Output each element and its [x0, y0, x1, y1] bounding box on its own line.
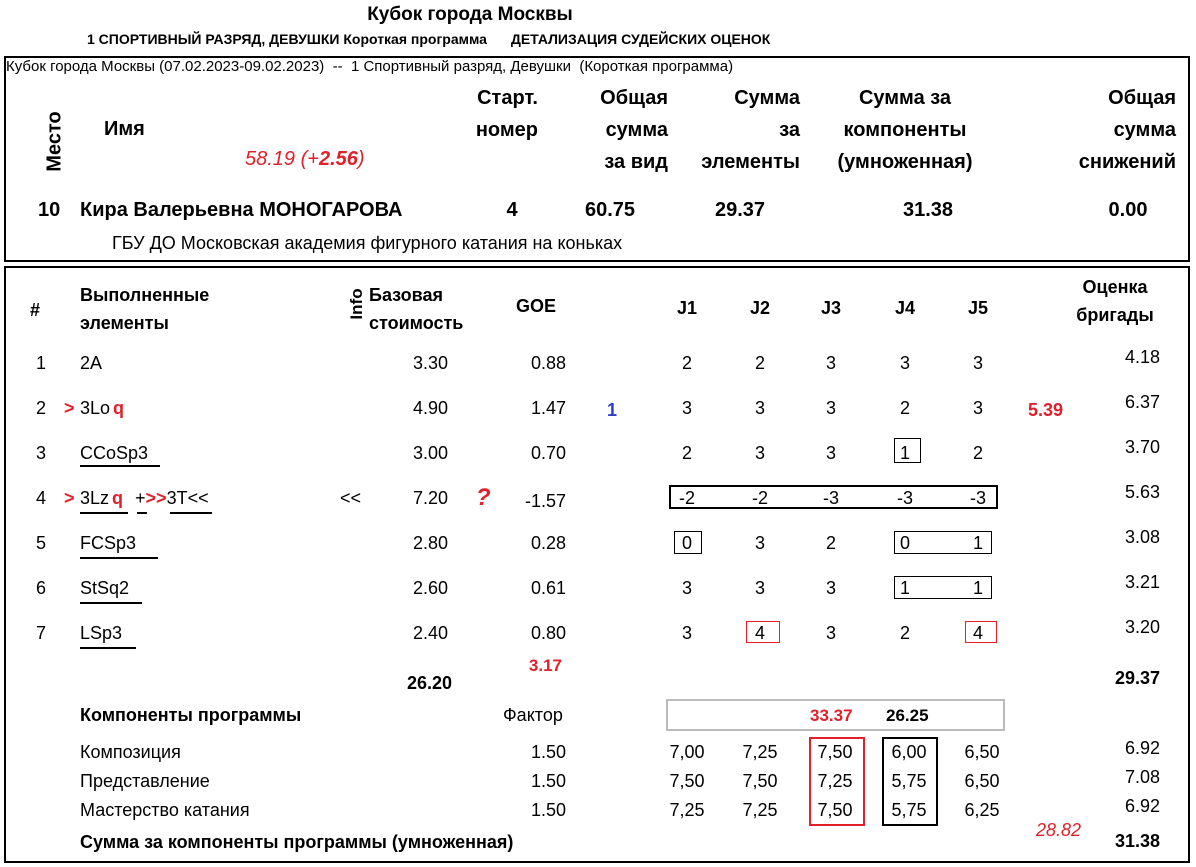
element-base: 2.60 — [412, 578, 448, 598]
element-goe: 0.80 — [530, 623, 566, 643]
element-judge-mark: 4 — [972, 623, 983, 643]
judge-box-row7-j5 — [965, 621, 997, 643]
element-judge-mark: -2 — [678, 488, 695, 508]
skater-elements: 29.37 — [714, 199, 766, 221]
combo-marks: >> — [145, 488, 167, 508]
element-judge-mark: 3 — [825, 578, 836, 598]
component-judge-mark: 6,00 — [891, 742, 927, 762]
element-goe: 0.28 — [530, 533, 566, 553]
element-goe: 0.70 — [530, 443, 566, 463]
components-total-label: Сумма за компоненты программы (умноженная) — [80, 832, 514, 852]
element-base: 7.20 — [412, 488, 448, 508]
component-judge-mark: 5,75 — [891, 771, 927, 791]
component-factor: 1.50 — [530, 771, 566, 791]
header-deductions-line2: сумма — [1113, 119, 1176, 141]
element-judge-mark: 3 — [681, 623, 692, 643]
judge-box-row5-j1 — [674, 531, 702, 554]
header-name: Имя — [104, 118, 145, 140]
subtitle-program: Короткая программа — [343, 31, 487, 47]
components-red-sum: 33.37 — [810, 706, 853, 725]
page-subtitle — [87, 31, 770, 47]
skater-club: ГБУ ДО Московская академия фигурного катания на коньках — [112, 233, 623, 253]
component-judge-mark: 7,50 — [742, 771, 778, 791]
annotation-total-close: ) — [357, 148, 365, 170]
skater-name: Кира Валерьевна МОНОГАРОВА — [80, 199, 403, 221]
element-judge-mark: 3 — [825, 353, 836, 373]
judge-box-row6-j4j5 — [894, 576, 992, 599]
element-panel-score: 3.70 — [1124, 437, 1160, 457]
element-judge-mark: 2 — [899, 398, 910, 418]
element-judge-mark: 3 — [825, 623, 836, 643]
element-judge-mark: 2 — [681, 443, 692, 463]
element-num: 2 — [36, 398, 47, 418]
element-code: 2A — [80, 353, 103, 373]
header-elements-sum-line1: Сумма — [734, 87, 800, 109]
header-start-no — [430, 82, 538, 146]
element-name — [64, 398, 124, 419]
component-score: 6.92 — [1124, 796, 1160, 816]
judge-box-row5-j4j5 — [894, 531, 992, 554]
element-panel-score: 5.63 — [1124, 482, 1160, 502]
judge-box-row7-j2 — [746, 621, 780, 643]
element-num: 4 — [36, 488, 47, 508]
elements-header-info: Info — [347, 288, 366, 320]
elements-header-base-line1: Базовая — [369, 285, 444, 305]
element-judge-mark: 2 — [972, 443, 983, 463]
components-box-j4 — [882, 737, 938, 826]
element-judge-mark: 2 — [754, 353, 765, 373]
component-judge-mark: 7,50 — [669, 771, 705, 791]
element-prefix: > — [64, 398, 75, 418]
elements-header-j1: J1 — [676, 298, 698, 318]
elements-header-panel-line1: Оценка — [1082, 277, 1148, 297]
subtitle-category: 1 СПОРТИВНЫЙ РАЗРЯД, ДЕВУШКИ — [87, 31, 340, 47]
event-line: Кубок города Москвы (07.02.2023-09.02.2023) -- 1 Спортивный разряд, Девушки (Короткая программа) — [6, 58, 734, 75]
header-place: Место — [43, 111, 66, 172]
underline-plus — [137, 512, 147, 514]
element-goe: 1.47 — [530, 398, 566, 418]
element-name — [64, 488, 209, 509]
underline-lsp3 — [80, 647, 136, 649]
element-judge-mark: -2 — [751, 488, 768, 508]
element-judge-mark: 3 — [825, 443, 836, 463]
element-panel-score: 3.20 — [1124, 617, 1160, 637]
element-name — [64, 623, 122, 644]
component-judge-mark: 7,25 — [742, 800, 778, 820]
element-judge-mark: 3 — [754, 443, 765, 463]
element-judge-mark: 3 — [972, 398, 983, 418]
underline-3lz — [80, 512, 128, 514]
component-name: Представление — [80, 771, 210, 791]
element-judge-mark: 3 — [754, 398, 765, 418]
element-question: ? — [476, 484, 491, 511]
element-judge-mark: 2 — [899, 623, 910, 643]
element-name — [64, 353, 102, 374]
element-judge-mark: 3 — [681, 398, 692, 418]
skater-components: 31.38 — [902, 199, 954, 221]
component-name: Мастерство катания — [80, 800, 250, 820]
underline-fcsp3 — [80, 557, 158, 559]
subtitle-detail: ДЕТАЛИЗАЦИЯ СУДЕЙСКИХ ОЦЕНОК — [510, 31, 771, 47]
elements-header-executed-line2: элементы — [80, 313, 169, 333]
header-total-line2: сумма — [605, 119, 668, 141]
element-base: 2.80 — [412, 533, 448, 553]
components-label: Компоненты программы — [80, 705, 302, 725]
element-name — [64, 533, 136, 554]
underline-3t — [170, 512, 212, 514]
component-judge-mark: 7,25 — [817, 771, 853, 791]
element-panel-score: 4.18 — [1124, 347, 1160, 367]
element-q-mark: q — [113, 398, 125, 418]
judge-box-row4-all — [669, 485, 998, 509]
component-judge-mark: 6,25 — [964, 800, 1000, 820]
underline-stsq2 — [80, 602, 142, 604]
element-judge-mark: 4 — [754, 623, 765, 643]
element-base: 2.40 — [412, 623, 448, 643]
components-total-value: 31.38 — [1114, 831, 1160, 851]
skater-start-no: 4 — [506, 199, 518, 221]
combo-second: 3T<< — [166, 488, 209, 508]
element-judge-mark: -3 — [896, 488, 913, 508]
header-elements-sum-line2: за — [779, 119, 800, 141]
component-judge-mark: 7,00 — [669, 742, 705, 762]
header-total-line3: за вид — [604, 151, 668, 173]
element-judge-mark: 0 — [681, 533, 692, 553]
component-judge-mark: 6,50 — [964, 742, 1000, 762]
element-goe: 0.88 — [530, 353, 566, 373]
element-code: FCSp3 — [80, 533, 137, 553]
elements-header-j3: J3 — [820, 298, 842, 318]
elements-header-j2: J2 — [749, 298, 771, 318]
elements-header-executed-line1: Выполненные — [80, 285, 210, 305]
element-panel-score: 3.21 — [1124, 572, 1160, 592]
elements-header-executed — [80, 281, 209, 337]
header-deductions-line3: снижений — [1078, 151, 1176, 173]
element-note-blue: 1 — [607, 400, 618, 420]
component-score: 6.92 — [1124, 738, 1160, 758]
element-code: CCoSp3 — [80, 443, 149, 463]
element-judge-mark: 3 — [754, 533, 765, 553]
skater-deductions: 0.00 — [1108, 199, 1148, 221]
annotation-total-bold: 2.56 — [318, 148, 358, 170]
element-num: 3 — [36, 443, 47, 463]
element-q-mark: q — [112, 488, 124, 508]
elements-header-panel — [1060, 273, 1170, 329]
components-box-j3 — [809, 737, 865, 826]
header-components-sum-line1: Сумма за — [858, 87, 952, 109]
component-name: Композиция — [80, 742, 181, 762]
element-code: LSp3 — [80, 623, 123, 643]
element-panel-score: 6.37 — [1124, 392, 1160, 412]
components-factor-label: Фактор — [503, 705, 563, 725]
header-components-sum-line3: (умноженная) — [837, 151, 973, 173]
element-judge-mark: 2 — [681, 353, 692, 373]
header-deductions-line1: Общая — [1108, 87, 1176, 109]
elements-header-base-line2: стоимость — [369, 313, 464, 333]
element-base: 4.90 — [412, 398, 448, 418]
component-score: 7.08 — [1124, 767, 1160, 787]
element-judge-mark: 1 — [899, 443, 910, 463]
elements-header-j4: J4 — [894, 298, 916, 318]
element-name — [64, 443, 148, 464]
element-num: 5 — [36, 533, 47, 553]
page-title: Кубок города Москвы — [367, 4, 573, 25]
judge-box-row3-j4 — [894, 438, 921, 463]
element-judge-mark: 3 — [899, 353, 910, 373]
skater-place: 10 — [38, 199, 61, 221]
element-judge-mark: 3 — [681, 578, 692, 598]
underline-ccosp3 — [80, 465, 160, 467]
element-num: 1 — [36, 353, 47, 373]
skater-total: 60.75 — [584, 199, 636, 221]
total-base: 26.20 — [406, 673, 452, 693]
total-score: 29.37 — [1114, 668, 1160, 688]
header-total — [560, 82, 668, 178]
total-goe-red: 3.17 — [528, 656, 562, 675]
element-judge-mark: 3 — [825, 398, 836, 418]
header-deductions — [1040, 82, 1176, 178]
header-components-sum-line2: компоненты — [843, 119, 967, 141]
elements-header-panel-line2: бригады — [1076, 305, 1154, 325]
element-num: 6 — [36, 578, 47, 598]
element-goe: 0.61 — [530, 578, 566, 598]
component-judge-mark: 7,25 — [669, 800, 705, 820]
element-judge-mark: 0 — [899, 533, 910, 553]
element-goe: -1.57 — [524, 491, 566, 511]
element-judge-mark: 1 — [972, 578, 983, 598]
element-num: 7 — [36, 623, 47, 643]
elements-header-base — [369, 281, 463, 337]
elements-header-j5: J5 — [967, 298, 989, 318]
component-factor: 1.50 — [530, 800, 566, 820]
element-base: 3.30 — [412, 353, 448, 373]
element-judge-mark: 3 — [754, 578, 765, 598]
component-judge-mark: 5,75 — [891, 800, 927, 820]
component-judge-mark: 7,50 — [817, 742, 853, 762]
component-judge-mark: 7,50 — [817, 800, 853, 820]
component-judge-mark: 6,50 — [964, 771, 1000, 791]
annotation-total-base: 58.19 (+ — [245, 148, 319, 170]
header-elements-sum-line3: элементы — [701, 151, 800, 173]
header-start-no-line2: номер — [475, 119, 538, 141]
element-judge-mark: -3 — [822, 488, 839, 508]
header-total-line1: Общая — [600, 87, 668, 109]
component-factor: 1.50 — [530, 742, 566, 762]
element-judge-mark: 3 — [972, 353, 983, 373]
element-code: StSq2 — [80, 578, 130, 598]
element-code: 3Lz — [80, 488, 110, 508]
components-black-sum: 26.25 — [886, 706, 929, 725]
element-judge-mark: 2 — [825, 533, 836, 553]
header-start-no-line1: Старт. — [477, 87, 538, 109]
element-info: << — [340, 488, 362, 508]
element-judge-mark: 1 — [899, 578, 910, 598]
element-panel-score: 3.08 — [1124, 527, 1160, 547]
element-note-red: 5.39 — [1028, 400, 1064, 420]
header-elements-sum — [680, 82, 800, 178]
elements-header-num: # — [30, 300, 41, 320]
annotation-total — [245, 148, 365, 171]
component-judge-mark: 7,25 — [742, 742, 778, 762]
element-name — [64, 578, 129, 599]
element-judge-mark: -3 — [969, 488, 986, 508]
elements-header-goe: GOE — [516, 296, 557, 316]
combo-plus: + — [135, 488, 146, 508]
element-judge-mark: 1 — [972, 533, 983, 553]
element-base: 3.00 — [412, 443, 448, 463]
element-code: 3Lo — [80, 398, 111, 418]
header-components-sum — [820, 82, 990, 178]
element-prefix: > — [64, 488, 75, 508]
components-total-red: 28.82 — [1036, 820, 1082, 840]
